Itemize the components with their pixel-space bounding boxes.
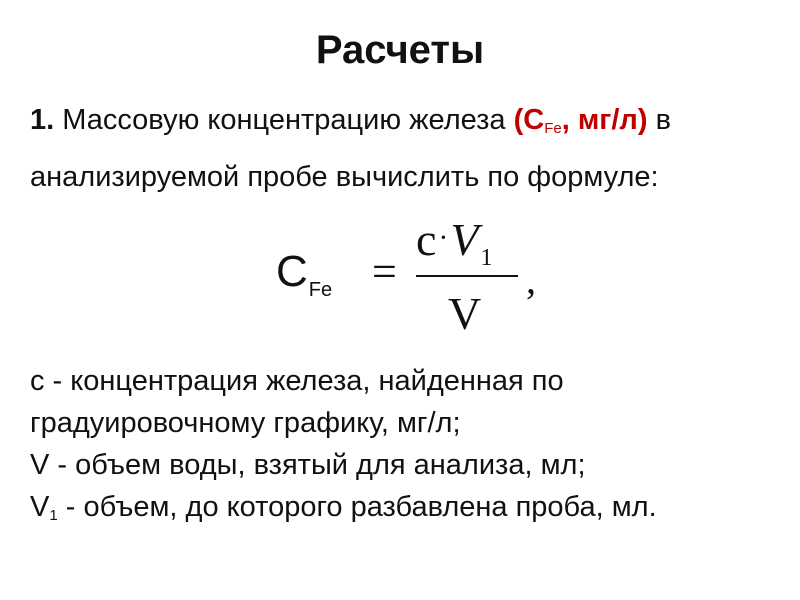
symbol-open: (С	[513, 104, 545, 136]
symbol-subscript: Fe	[544, 120, 562, 137]
formula-numerator	[416, 213, 493, 275]
formula-lhs	[276, 247, 332, 305]
note-line-4	[30, 486, 775, 537]
note-line-1: с - концентрация железа, найденная по	[30, 365, 564, 397]
concentration-symbol	[514, 104, 648, 136]
formula-equals: =	[372, 247, 397, 296]
note-v1-subscript: 1	[49, 507, 58, 524]
item-number: 1.	[30, 104, 55, 136]
note-v1-symbol: V	[30, 491, 50, 523]
formula-comma: ,	[526, 257, 536, 302]
notes	[30, 360, 775, 537]
note-line-3: V - объем воды, взятый для анализа, мл;	[30, 449, 586, 481]
formula-lhs-subscript: Fe	[308, 279, 333, 301]
numerator-c: c	[416, 214, 437, 265]
numerator-v: V	[450, 214, 479, 265]
intro-text: Массовую концентрацию железа	[54, 104, 514, 136]
formula-lhs-symbol: C	[276, 247, 308, 296]
page-title: Расчеты	[315, 28, 485, 72]
numerator-dot: ·	[438, 221, 449, 254]
symbol-units: , мг/л)	[561, 104, 648, 136]
note-v1-text: - объем, до которого разбавлена проба, мл.	[57, 491, 657, 523]
fraction-line	[416, 275, 518, 277]
intro-text-tail: в	[647, 104, 671, 136]
formula-denominator: V	[448, 288, 482, 339]
formula	[270, 205, 590, 355]
note-line-2: градуировочному графику, мг/л;	[30, 407, 461, 439]
numerator-subscript: 1	[480, 245, 493, 271]
intro-line-2: анализируемой пробе вычислить по формуле:	[30, 161, 659, 193]
intro-paragraph	[30, 96, 775, 201]
